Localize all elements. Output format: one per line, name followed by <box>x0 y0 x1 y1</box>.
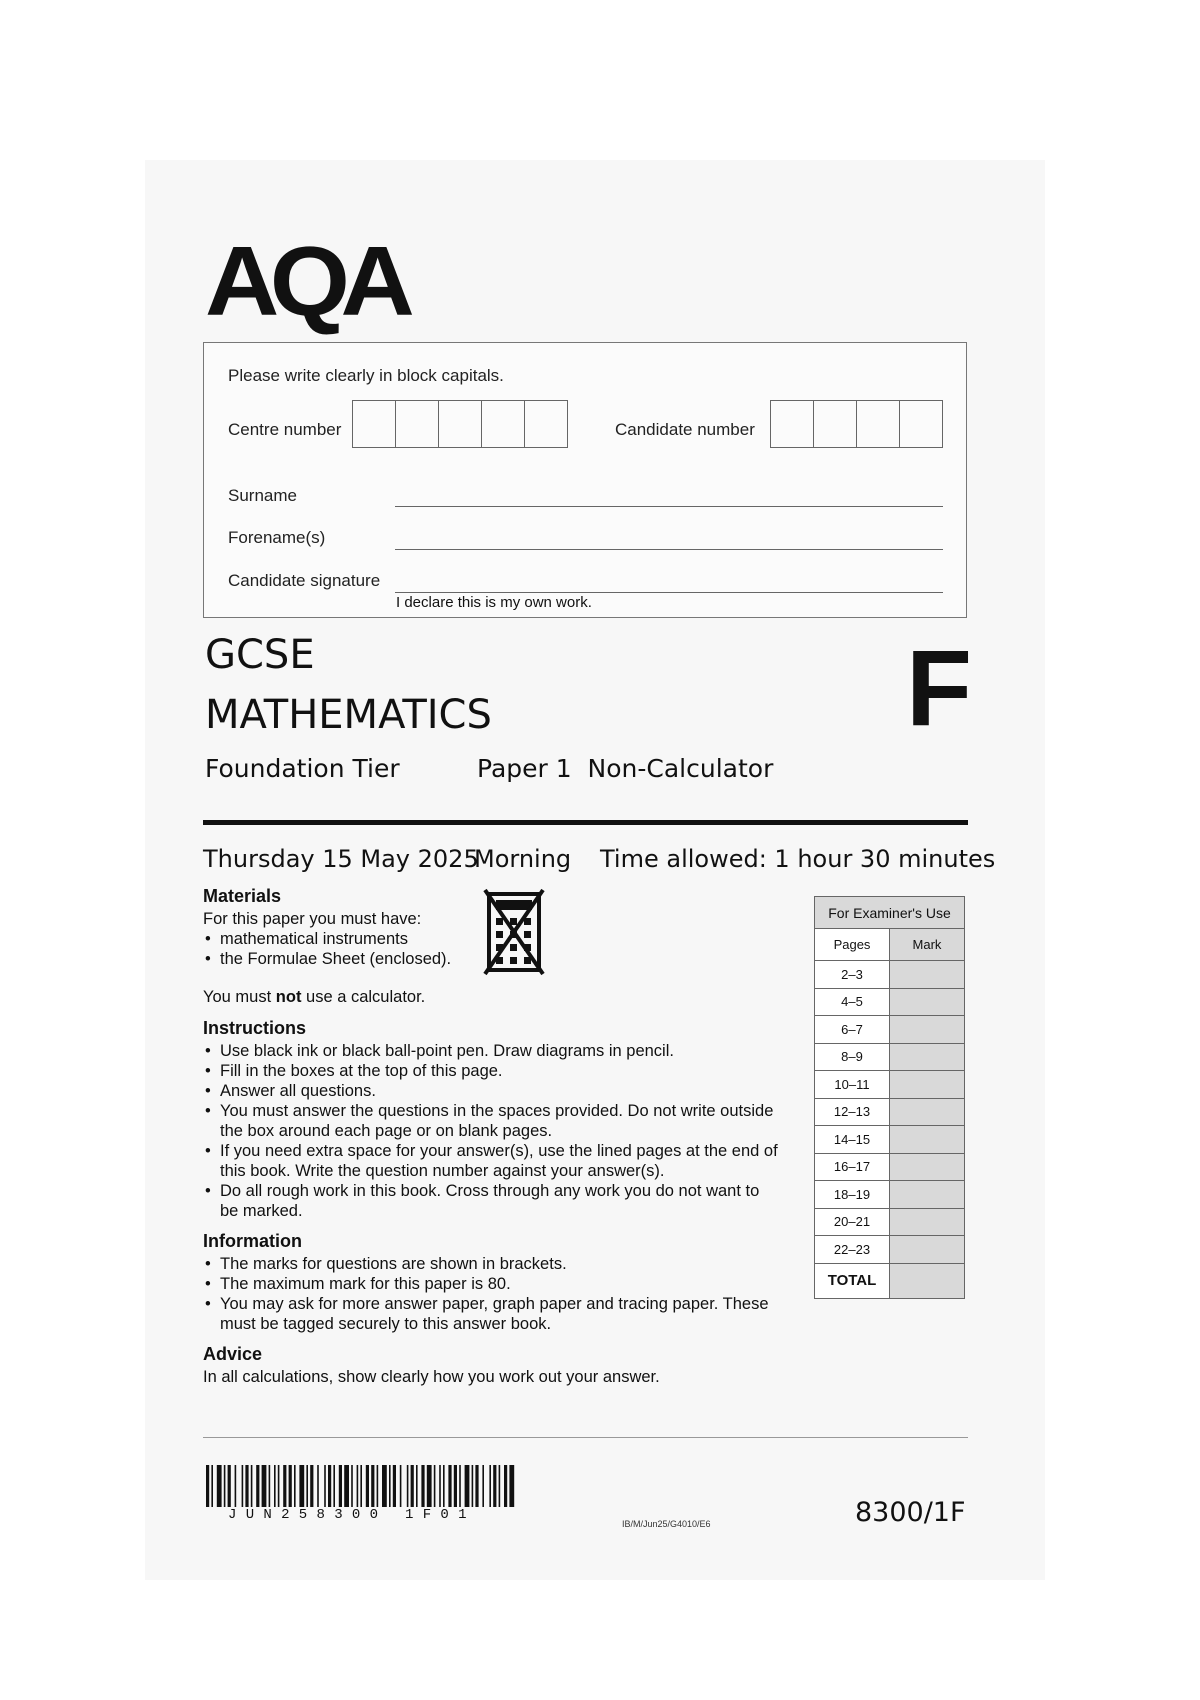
mark-cell <box>890 1153 965 1181</box>
table-row <box>815 1016 965 1044</box>
pages-cell: 8–9 <box>815 1043 890 1071</box>
no-calculator-icon <box>483 888 545 976</box>
qualification-title: GCSE <box>205 632 315 678</box>
pages-cell: 22–23 <box>815 1236 890 1264</box>
centre-digit-box[interactable] <box>396 401 439 447</box>
table-row <box>815 961 965 989</box>
exam-date: Thursday 15 May 2025 <box>203 845 479 873</box>
list-item: • The maximum mark for this paper is 80. <box>203 1274 778 1294</box>
mark-cell <box>890 1071 965 1099</box>
subject-title: MATHEMATICS <box>205 692 492 738</box>
instructions-list <box>203 1041 778 1221</box>
instructions-heading: Instructions <box>203 1018 307 1038</box>
surname-label: Surname <box>228 486 297 505</box>
table-row <box>815 1153 965 1181</box>
table-row <box>815 1208 965 1236</box>
paper-code: 8300/1F <box>855 1497 966 1528</box>
barcode-text: JUN258300 1F01 <box>228 1507 476 1523</box>
advice-heading: Advice <box>203 1344 263 1364</box>
signature-label: Candidate signature <box>228 571 381 590</box>
mark-cell <box>890 1181 965 1209</box>
tier-letter: F <box>906 627 972 748</box>
declaration-text: I declare this is my own work. <box>396 594 592 611</box>
centre-digit-box[interactable] <box>482 401 525 447</box>
materials-list <box>203 929 451 969</box>
information-list <box>203 1254 778 1334</box>
mark-cell <box>890 988 965 1016</box>
examiner-use-table <box>814 896 965 1299</box>
mark-cell <box>890 1098 965 1126</box>
pages-cell: 10–11 <box>815 1071 890 1099</box>
paper-reference: IB/M/Jun25/G4010/E6 <box>622 1519 711 1529</box>
materials-intro: For this paper you must have: <box>203 910 422 928</box>
signature-field[interactable] <box>395 592 943 593</box>
list-item: • Use black ink or black ball-point pen. Draw diagrams in pencil. <box>203 1041 778 1061</box>
candidate-number-label: Candidate number <box>615 420 755 439</box>
time-allowed: Time allowed: 1 hour 30 minutes <box>600 845 996 873</box>
mark-cell <box>890 961 965 989</box>
total-mark-cell <box>890 1263 965 1298</box>
candidate-digit-box[interactable] <box>857 401 900 447</box>
centre-number-label: Centre number <box>228 420 342 439</box>
mark-cell <box>890 1126 965 1154</box>
calculator-rule-text: use a calculator. <box>301 988 426 1006</box>
tier-name: Foundation Tier <box>205 754 400 783</box>
list-item: • Answer all questions. <box>203 1081 778 1101</box>
examiner-table-title: For Examiner's Use <box>815 897 965 929</box>
exam-session: Morning <box>474 845 572 873</box>
list-item: • The marks for questions are shown in brackets. <box>203 1254 778 1274</box>
information-heading: Information <box>203 1231 302 1251</box>
aqa-logo: AQA <box>205 226 406 336</box>
centre-digit-box[interactable] <box>525 401 567 447</box>
mark-cell <box>890 1236 965 1264</box>
candidate-number-input[interactable] <box>770 400 943 448</box>
table-row <box>815 1236 965 1264</box>
pages-column-header: Pages <box>815 929 890 961</box>
list-item: • You may ask for more answer paper, graph paper and tracing paper. These must be tagged securely to this answer book. <box>203 1294 778 1334</box>
list-item: • mathematical instruments <box>203 929 451 949</box>
centre-number-input[interactable] <box>352 400 568 448</box>
list-item: • You must answer the questions in the spaces provided. Do not write outside the box around each page or on blank pages. <box>203 1101 778 1141</box>
materials-heading: Materials <box>203 886 282 906</box>
pages-cell: 18–19 <box>815 1181 890 1209</box>
calculator-rule-text: You must <box>203 988 276 1006</box>
pages-cell: 2–3 <box>815 961 890 989</box>
mark-cell <box>890 1208 965 1236</box>
table-row <box>815 1181 965 1209</box>
calculator-rule-emphasis: not <box>275 988 302 1006</box>
footer-divider <box>203 1437 968 1438</box>
list-item: • Do all rough work in this book. Cross through any work you do not want to be marked. <box>203 1181 778 1221</box>
table-row <box>815 1071 965 1099</box>
table-row <box>815 1263 965 1298</box>
title-divider <box>203 820 968 825</box>
list-item: • the Formulae Sheet (enclosed). <box>203 949 451 969</box>
block-capitals-instruction: Please write clearly in block capitals. <box>228 366 504 385</box>
advice-text: In all calculations, show clearly how you work out your answer. <box>203 1368 660 1386</box>
calculator-rule <box>203 987 425 1007</box>
paper-name: Paper 1 Non-Calculator <box>477 754 774 783</box>
table-row <box>815 988 965 1016</box>
candidate-digit-box[interactable] <box>771 401 814 447</box>
pages-cell: 12–13 <box>815 1098 890 1126</box>
list-item: • If you need extra space for your answer(s), use the lined pages at the end of this book. Write the question number against your answer(s). <box>203 1141 778 1181</box>
total-label: TOTAL <box>815 1263 890 1298</box>
mark-cell <box>890 1043 965 1071</box>
centre-digit-box[interactable] <box>353 401 396 447</box>
candidate-digit-box[interactable] <box>814 401 857 447</box>
forename-field[interactable] <box>395 549 943 550</box>
forename-label: Forename(s) <box>228 528 326 547</box>
mark-cell <box>890 1016 965 1044</box>
table-row <box>815 1043 965 1071</box>
table-row <box>815 1098 965 1126</box>
pages-cell: 16–17 <box>815 1153 890 1181</box>
surname-field[interactable] <box>395 506 943 507</box>
pages-cell: 14–15 <box>815 1126 890 1154</box>
pages-cell: 6–7 <box>815 1016 890 1044</box>
table-row <box>815 1126 965 1154</box>
list-item: • Fill in the boxes at the top of this page. <box>203 1061 778 1081</box>
centre-digit-box[interactable] <box>439 401 482 447</box>
mark-column-header: Mark <box>890 929 965 961</box>
candidate-digit-box[interactable] <box>900 401 942 447</box>
barcode-image <box>206 1465 516 1507</box>
pages-cell: 20–21 <box>815 1208 890 1236</box>
pages-cell: 4–5 <box>815 988 890 1016</box>
